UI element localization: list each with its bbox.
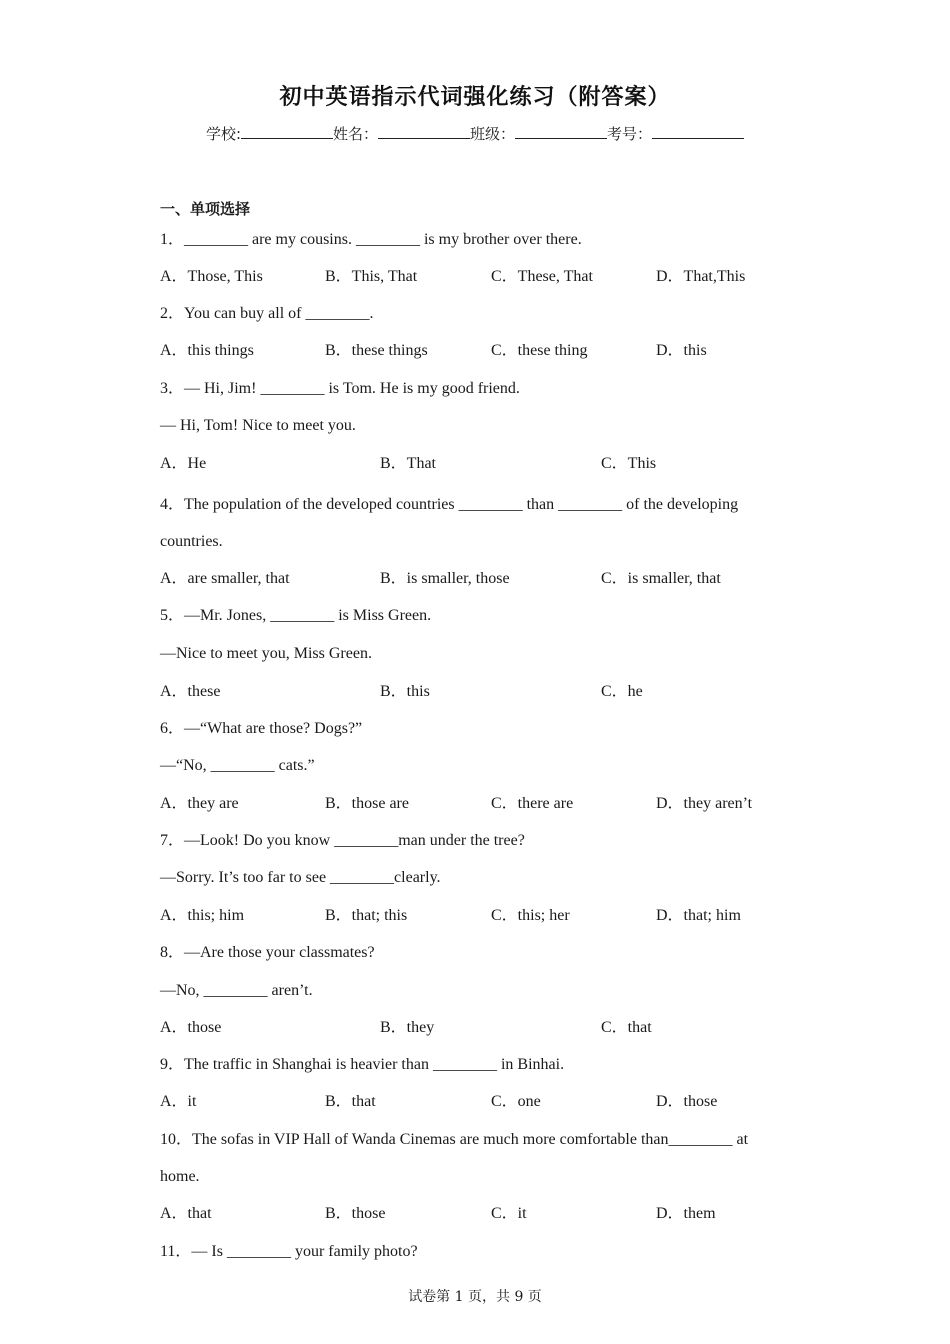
question-7-text: 7．—Look! Do you know ________man under the tree? [160,832,525,849]
option-c: C．is smaller, that [601,570,721,587]
question-7-options [0,906,950,926]
question-4-text: 4．The population of the developed countries ________ than ________ of the developing [160,496,739,513]
option-b: B．that; this [325,907,408,924]
question-6-options [0,794,950,814]
name-label: 姓名： [333,125,379,143]
option-a: A．those [160,1019,222,1036]
question-4-text-line2: countries. [160,533,223,550]
option-b: B．That [380,455,436,472]
question-9-text: 9．The traffic in Shanghai is heavier than ________ in Binhai. [160,1056,565,1073]
page-title: 初中英语指示代词强化练习（附答案） [279,85,671,110]
question-9-options [0,1092,950,1112]
option-c: C．that [601,1019,652,1036]
option-c: C．one [491,1093,541,1110]
name-blank [378,124,470,139]
question-1-text: 1．________ are my cousins. ________ is my brother over there. [160,231,582,248]
option-a: A．this things [160,342,254,359]
option-d: D．this [656,342,707,359]
exam-number-label: 考号： [607,125,653,143]
class-blank [515,124,607,139]
question-5-text-line2: —Nice to meet you, Miss Green. [160,645,372,662]
section-title: 一、单项选择 [160,200,251,218]
question-3-text-line2: — Hi, Tom! Nice to meet you. [160,417,356,434]
exam-number-blank [652,124,744,139]
question-3-options [0,454,950,474]
school-label: 学校: [205,125,241,143]
option-b: B．these things [325,342,428,359]
question-5-options [0,682,950,702]
question-8-options [0,1018,950,1038]
option-d: D．they aren’t [656,795,753,812]
option-b: B．is smaller, those [380,570,510,587]
question-11-text: 11．— Is ________ your family photo? [160,1243,418,1260]
question-2-options [0,341,950,361]
option-d: D．them [656,1205,716,1222]
option-a: A．Those, This [160,268,263,285]
option-c: C．This [601,455,657,472]
option-a: A．that [160,1205,212,1222]
question-8-text: 8．—Are those your classmates? [160,944,375,961]
option-b: B．that [325,1093,376,1110]
question-1-options [0,267,950,287]
student-info-row [0,123,950,144]
option-b: B．those are [325,795,409,812]
option-a: A．these [160,683,221,700]
class-label: 班级： [470,125,516,143]
option-a: A．it [160,1093,197,1110]
question-7-text-line2: —Sorry. It’s too far to see ________clearly. [160,869,441,886]
option-b: B．they [380,1019,435,1036]
question-8-text-line2: —No, ________ aren’t. [160,982,313,999]
question-10-options [0,1204,950,1224]
option-a: A．He [160,455,207,472]
question-5-text: 5．—Mr. Jones, ________ is Miss Green. [160,607,432,624]
option-b: B．those [325,1205,386,1222]
option-c: C．it [491,1205,527,1222]
option-b: B．this [380,683,430,700]
option-d: D．That,This [656,268,746,285]
school-blank [241,124,333,139]
option-b: B．This, That [325,268,418,285]
option-c: C．these thing [491,342,588,359]
question-6-text-line2: —“No, ________ cats.” [160,757,315,774]
question-10-text-line2: home. [160,1168,200,1185]
question-4-options [0,569,950,589]
option-a: A．are smaller, that [160,570,290,587]
option-c: C．These, That [491,268,593,285]
question-2-text: 2．You can buy all of ________. [160,305,374,322]
question-10-text: 10．The sofas in VIP Hall of Wanda Cinemas are much more comfortable than________ at [160,1131,749,1148]
option-d: D．that; him [656,907,741,924]
option-d: D．those [656,1093,718,1110]
page-footer: 试卷第 1 页，共 9 页 [408,1289,542,1305]
question-3-text: 3．— Hi, Jim! ________ is Tom. He is my good friend. [160,380,520,397]
option-a: A．this; him [160,907,245,924]
option-a: A．they are [160,795,239,812]
option-c: C．he [601,683,643,700]
option-c: C．there are [491,795,574,812]
question-6-text: 6．—“What are those? Dogs?” [160,720,363,737]
option-c: C．this; her [491,907,570,924]
